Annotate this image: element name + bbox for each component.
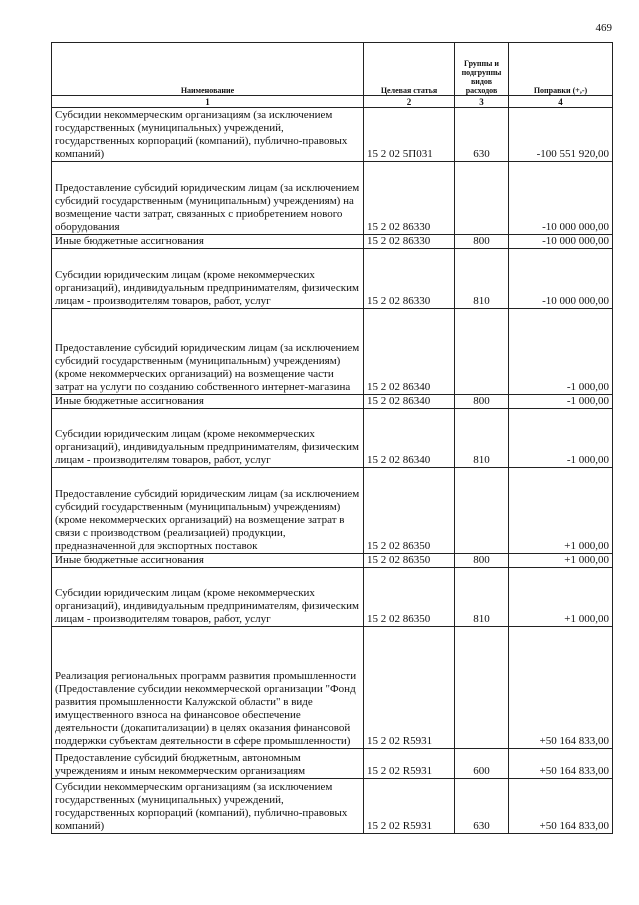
table-row	[52, 554, 613, 568]
column-number: 2	[364, 96, 455, 108]
row-amount: -100 551 920,00	[509, 108, 613, 162]
row-expense-group: 630	[455, 108, 509, 162]
row-amount: -1 000,00	[509, 309, 613, 395]
row-name: Субсидии юридическим лицам (кроме некоммерческих организаций), индивидуальным предпринимателям, физическим лицам - производителям товаров, работ, услуг	[52, 249, 364, 309]
row-amount: +50 164 833,00	[509, 779, 613, 834]
row-name: Иные бюджетные ассигнования	[52, 235, 364, 249]
row-name: Предоставление субсидий юридическим лицам (за исключением субсидий государственным (муниципальным) учреждениям) (кроме некоммерческих организаций) на возмещение части затрат на услуги по созданию собственного интернет-магазина	[52, 309, 364, 395]
row-target-code: 15 2 02 86340	[364, 409, 455, 468]
table-row	[52, 779, 613, 834]
row-name: Субсидии некоммерческим организациям (за исключением государственных (муниципальных) учреждений, государственных корпораций (компаний), публично-правовых компаний)	[52, 108, 364, 162]
table-row	[52, 249, 613, 309]
row-expense-group	[455, 162, 509, 235]
header-expense-groups: Группы и подгруппы видов расходов	[455, 43, 509, 96]
table-row	[52, 627, 613, 749]
row-expense-group: 800	[455, 554, 509, 568]
table-row	[52, 395, 613, 409]
header-target-article: Целевая статья	[364, 43, 455, 96]
row-target-code: 15 2 02 86350	[364, 568, 455, 627]
row-name: Субсидии юридическим лицам (кроме некоммерческих организаций), индивидуальным предпринимателям, физическим лицам - производителям товаров, работ, услуг	[52, 568, 364, 627]
row-target-code: 15 2 02 86340	[364, 395, 455, 409]
row-target-code: 15 2 02 86340	[364, 309, 455, 395]
row-name: Субсидии некоммерческим организациям (за исключением государственных (муниципальных) учреждений, государственных корпораций (компаний), публично-правовых компаний)	[52, 779, 364, 834]
row-expense-group: 810	[455, 568, 509, 627]
row-expense-group: 810	[455, 249, 509, 309]
table-row	[52, 468, 613, 554]
page-number: 469	[595, 22, 612, 34]
row-amount: +1 000,00	[509, 468, 613, 554]
row-target-code: 15 2 02 86330	[364, 249, 455, 309]
row-name: Реализация региональных программ развития промышленности (Предоставление субсидии некоммерческой организации "Фонд развития промышленности Калужской области" в виде имущественного взноса на финансовое обеспечение деятельности (докапитализации) в целях оказания финансовой поддержки субъектам деятельности в сфере промышленности)	[52, 627, 364, 749]
row-target-code: 15 2 02 R5931	[364, 779, 455, 834]
row-amount: +50 164 833,00	[509, 749, 613, 779]
row-name: Иные бюджетные ассигнования	[52, 395, 364, 409]
row-expense-group: 600	[455, 749, 509, 779]
table-row	[52, 409, 613, 468]
row-amount: -10 000 000,00	[509, 235, 613, 249]
header-amendments: Поправки (+,-)	[509, 43, 613, 96]
row-expense-group: 800	[455, 235, 509, 249]
budget-amendments-table	[51, 42, 613, 834]
row-expense-group: 810	[455, 409, 509, 468]
table-row	[52, 108, 613, 162]
row-expense-group: 800	[455, 395, 509, 409]
row-target-code: 15 2 02 5П031	[364, 108, 455, 162]
row-expense-group	[455, 627, 509, 749]
table-row	[52, 309, 613, 395]
row-expense-group: 630	[455, 779, 509, 834]
row-amount: -10 000 000,00	[509, 249, 613, 309]
column-number-row	[52, 96, 613, 108]
header-name: Наименование	[52, 43, 364, 96]
row-amount: +50 164 833,00	[509, 627, 613, 749]
table-row	[52, 235, 613, 249]
row-expense-group	[455, 468, 509, 554]
row-name: Субсидии юридическим лицам (кроме некоммерческих организаций), индивидуальным предпринимателям, физическим лицам - производителям товаров, работ, услуг	[52, 409, 364, 468]
row-name: Иные бюджетные ассигнования	[52, 554, 364, 568]
row-target-code: 15 2 02 R5931	[364, 749, 455, 779]
row-amount: -10 000 000,00	[509, 162, 613, 235]
row-target-code: 15 2 02 86350	[364, 468, 455, 554]
column-number: 4	[509, 96, 613, 108]
row-target-code: 15 2 02 86350	[364, 554, 455, 568]
row-amount: -1 000,00	[509, 409, 613, 468]
row-target-code: 15 2 02 86330	[364, 235, 455, 249]
column-number: 3	[455, 96, 509, 108]
row-amount: +1 000,00	[509, 568, 613, 627]
table-row	[52, 162, 613, 235]
row-name: Предоставление субсидий юридическим лицам (за исключением субсидий государственным (муниципальным) учреждениям) (кроме некоммерческих организаций) на возмещение затрат в связи с производством (реализацией) продукции, предназначенной для экспортных поставок	[52, 468, 364, 554]
table-row	[52, 568, 613, 627]
row-name: Предоставление субсидий бюджетным, автономным учреждениям и иным некоммерческим организациям	[52, 749, 364, 779]
column-number: 1	[52, 96, 364, 108]
row-target-code: 15 2 02 R5931	[364, 627, 455, 749]
table-header-row	[52, 43, 613, 96]
row-name: Предоставление субсидий юридическим лицам (за исключением субсидий государственным (муниципальным) учреждениям) на возмещение части затрат, связанных с приобретением нового оборудования	[52, 162, 364, 235]
row-target-code: 15 2 02 86330	[364, 162, 455, 235]
row-expense-group	[455, 309, 509, 395]
row-amount: -1 000,00	[509, 395, 613, 409]
table-row	[52, 749, 613, 779]
row-amount: +1 000,00	[509, 554, 613, 568]
